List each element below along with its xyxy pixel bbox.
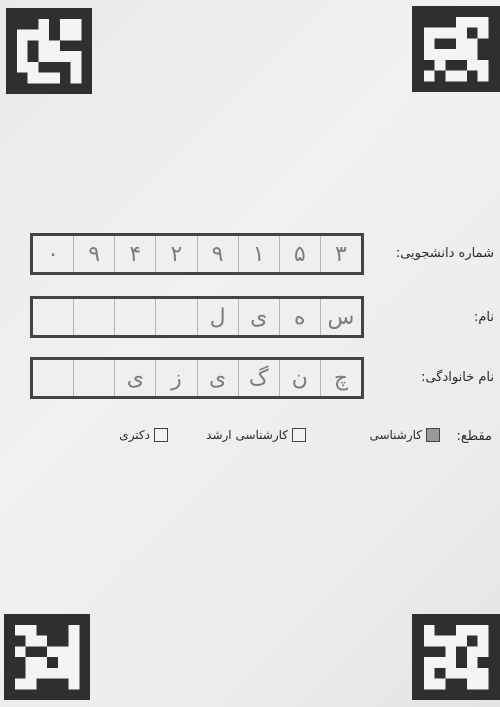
student-number-digit: ۱ [238, 236, 279, 272]
fiducial-marker-top-left [6, 8, 92, 94]
first-name-letter: ه [279, 299, 320, 335]
degree-label: مقطع: [456, 429, 492, 444]
last-name-label: نام خانوادگی: [421, 370, 494, 385]
last-name-letter: ن [279, 360, 320, 396]
master-checkbox[interactable] [292, 428, 306, 442]
phd-label: دکتری [119, 428, 150, 442]
student-number-digit: ۴ [114, 236, 155, 272]
degree-section [46, 426, 492, 448]
fiducial-marker-top-right [412, 6, 500, 92]
student-number-digit: ۳ [320, 236, 361, 272]
student-number-label: شماره دانشجویی: [395, 246, 494, 261]
master-label: کارشناسی ارشد [206, 428, 288, 442]
degree-option-bachelor[interactable] [369, 428, 440, 442]
first-name-letter [155, 299, 196, 335]
last-name-letter [73, 360, 114, 396]
degree-option-phd[interactable] [119, 428, 168, 442]
last-name-letter: ی [197, 360, 238, 396]
student-number-digit: ۵ [279, 236, 320, 272]
first-name-letter: ل [197, 299, 238, 335]
degree-option-master[interactable] [206, 428, 306, 442]
first-name-letter [114, 299, 155, 335]
student-number-digit: ۹ [73, 236, 114, 272]
first-name-boxes[interactable] [30, 296, 364, 338]
last-name-letter: ی [114, 360, 155, 396]
bachelor-label: کارشناسی [369, 428, 422, 442]
first-name-letter [73, 299, 114, 335]
student-number-digit: ۰ [47, 241, 59, 267]
last-name-letter: گ [238, 360, 279, 396]
student-number-digit: ۲ [155, 236, 196, 272]
first-name-label: نام: [473, 310, 494, 325]
phd-checkbox[interactable] [154, 428, 168, 442]
fiducial-marker-bottom-left [4, 614, 90, 700]
first-name-letter: ی [238, 299, 279, 335]
bachelor-checkbox[interactable] [426, 428, 440, 442]
first-name-letter [33, 299, 73, 335]
fiducial-marker-bottom-right [412, 614, 500, 700]
first-name-letter: س [320, 299, 361, 335]
last-name-letter: ز [155, 360, 196, 396]
student-number-boxes[interactable] [30, 233, 364, 275]
last-name-letter: چ [320, 360, 361, 396]
last-name-letter [33, 360, 73, 396]
last-name-boxes[interactable] [30, 357, 364, 399]
student-number-digit: ۹ [197, 236, 238, 272]
